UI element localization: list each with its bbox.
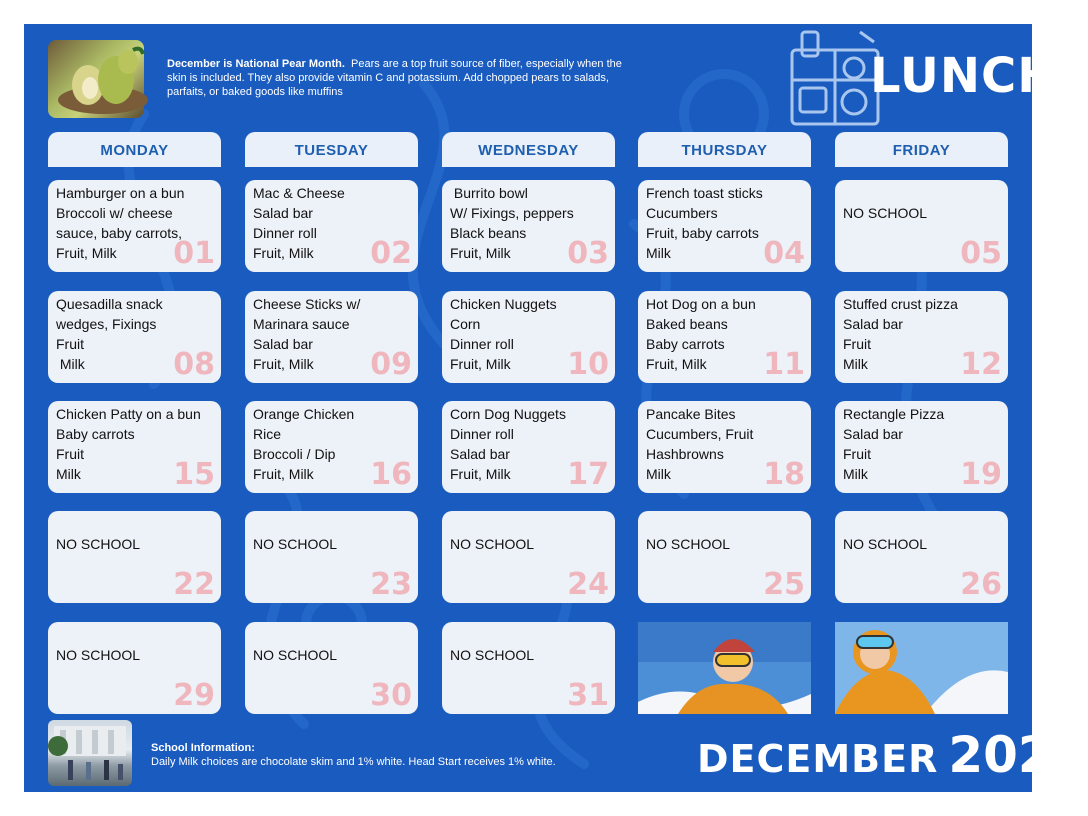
date-number: 17	[567, 457, 609, 492]
month-title	[697, 726, 1088, 784]
day-cell	[245, 291, 418, 383]
date-number: 24	[567, 567, 609, 602]
day-cell	[48, 622, 221, 714]
day-cell	[48, 401, 221, 493]
day-cell	[638, 291, 811, 383]
menu-text: NO SCHOOL	[450, 536, 535, 552]
child-ski-goggles-photo	[638, 622, 811, 714]
menu-text: Pancake Bites Cucumbers, Fruit Hashbrowns Milk	[646, 406, 754, 482]
day-cell	[442, 511, 615, 603]
menu-text: Burrito bowl W/ Fixings, peppers Black beans Fruit, Milk	[450, 185, 574, 261]
day-cell	[835, 511, 1008, 603]
day-header-thursday: THURSDAY	[638, 132, 811, 167]
menu-text: Cheese Sticks w/ Marinara sauce Salad bar Fruit, Milk	[253, 296, 361, 372]
menu-text: NO SCHOOL	[450, 647, 535, 663]
date-number: 11	[763, 347, 805, 382]
date-number: 10	[567, 347, 609, 382]
day-cell	[245, 511, 418, 603]
school-information	[151, 741, 671, 769]
menu-text: Orange Chicken Rice Broccoli / Dip Fruit, Milk	[253, 406, 355, 482]
day-cell	[638, 511, 811, 603]
menu-text: Quesadilla snack wedges, Fixings Fruit Milk	[56, 296, 163, 372]
school-info-title: School Information:	[151, 742, 255, 754]
menu-text: NO SCHOOL	[646, 536, 731, 552]
day-cell	[835, 401, 1008, 493]
menu-text: Chicken Nuggets Corn Dinner roll Fruit, Milk	[450, 296, 557, 372]
menu-text: Chicken Patty on a bun Baby carrots Fruit Milk	[56, 406, 201, 482]
date-number: 02	[370, 236, 412, 271]
menu-text: Hot Dog on a bun Baked beans Baby carrots Fruit, Milk	[646, 296, 756, 372]
day-cell	[835, 291, 1008, 383]
day-cell	[638, 401, 811, 493]
school-info-text: Daily Milk choices are chocolate skim and 1% white. Head Start receives 1% white.	[151, 756, 556, 768]
day-cell	[835, 180, 1008, 272]
menu-text: NO SCHOOL	[253, 536, 338, 552]
day-cell	[442, 401, 615, 493]
date-number: 23	[370, 567, 412, 602]
date-number: 25	[763, 567, 805, 602]
menu-text: Mac & Cheese Salad bar Dinner roll Fruit, Milk	[253, 185, 345, 261]
day-header-wednesday: WEDNESDAY	[442, 132, 615, 167]
date-number: 30	[370, 678, 412, 713]
menu-text: NO SCHOOL	[253, 647, 338, 663]
month-name: DECEMBER	[697, 737, 939, 781]
menu-text: NO SCHOOL	[843, 205, 928, 221]
date-number: 05	[960, 236, 1002, 271]
date-number: 22	[173, 567, 215, 602]
day-cell	[48, 511, 221, 603]
date-number: 09	[370, 347, 412, 382]
school-photo	[48, 720, 132, 786]
date-number: 18	[763, 457, 805, 492]
day-cell	[245, 180, 418, 272]
day-cell	[245, 622, 418, 714]
date-number: 03	[567, 236, 609, 271]
lunch-logo-word: LUNCH	[870, 48, 1059, 104]
date-number: 31	[567, 678, 609, 713]
menu-text: NO SCHOOL	[56, 536, 141, 552]
day-cell	[442, 622, 615, 714]
day-cell	[48, 180, 221, 272]
day-cell	[638, 180, 811, 272]
day-header-friday: FRIDAY	[835, 132, 1008, 167]
day-header-tuesday: TUESDAY	[245, 132, 418, 167]
day-cell	[48, 291, 221, 383]
date-number: 26	[960, 567, 1002, 602]
menu-text: NO SCHOOL	[843, 536, 928, 552]
intro-body: Pears are a top fruit source of fiber, especially when the skin is included. They also provide vitamin C and potassium. Add chopped pears to salads, parfaits, or baked goods like muffins	[167, 58, 622, 98]
date-number: 16	[370, 457, 412, 492]
intro-heading: December is National Pear Month.	[167, 58, 345, 70]
intro-text	[167, 57, 627, 99]
date-number: 15	[173, 457, 215, 492]
date-number: 01	[173, 236, 215, 271]
menu-text: Hamburger on a bun Broccoli w/ cheese sauce, baby carrots, Fruit, Milk	[56, 185, 185, 261]
date-number: 04	[763, 236, 805, 271]
menu-text: Corn Dog Nuggets Dinner roll Salad bar Fruit, Milk	[450, 406, 566, 482]
day-cell	[245, 401, 418, 493]
day-header-monday: MONDAY	[48, 132, 221, 167]
pear-photo	[48, 40, 144, 118]
date-number: 19	[960, 457, 1002, 492]
date-number: 12	[960, 347, 1002, 382]
menu-text: French toast sticks Cucumbers Fruit, baby carrots Milk	[646, 185, 763, 261]
date-number: 29	[173, 678, 215, 713]
menu-text: Rectangle Pizza Salad bar Fruit Milk	[843, 406, 945, 482]
menu-text: NO SCHOOL	[56, 647, 141, 663]
menu-text: Stuffed crust pizza Salad bar Fruit Milk	[843, 296, 958, 372]
year: 2025	[948, 726, 1088, 784]
day-cell	[442, 180, 615, 272]
child-snow-photo	[835, 622, 1008, 714]
date-number: 08	[173, 347, 215, 382]
day-cell	[442, 291, 615, 383]
